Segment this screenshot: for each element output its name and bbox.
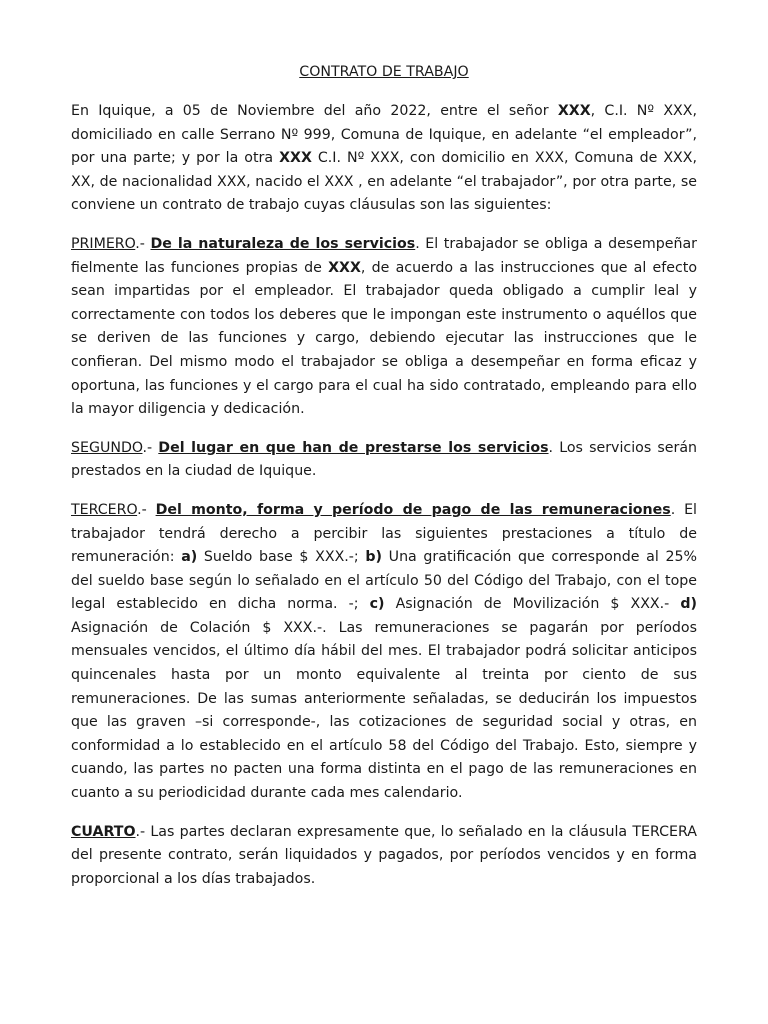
clause-label: TERCERO — [71, 501, 138, 518]
clause-label: PRIMERO — [71, 235, 136, 252]
intro-paragraph: En Iquique, a 05 de Noviembre del año 2022, entre el señor XXX, C.I. Nº XXX, domiciliado en calle Serrano Nº 999, Comuna de Iquique, en adelante “el empleador”, por una parte; y por la otra XXX C.I. Nº XXX, con domicilio en XXX, Comuna de XXX, XX, de nacionalidad XXX, nacido el XXX , en adelante “el trabajador”, por otra parte, se conviene un contrato de trabajo cuyas cláusulas son las siguientes: — [71, 103, 697, 214]
document-title: CONTRATO DE TRABAJO — [299, 64, 469, 80]
clause-primero: PRIMERO.- De la naturaleza de los servicios. El trabajador se obliga a desempeñar fielmente las funciones propias de XXX, de acuerdo a las instrucciones que al efecto sean impartidas por el empleador. El trabajador queda obligado a cumplir leal y correctamente con todos los deberes que le impongan este instrumento o aquéllos que se deriven de las funciones y cargo, debiendo ejecutar las instrucciones que le confieran. Del mismo modo el trabajador se obliga a desempeñar en forma eficaz y oportuna, las funciones y el cargo para el cual ha sido contratado, empleando para ello la mayor diligencia y dedicación. — [71, 235, 698, 418]
clause-cuarto: CUARTO.- Las partes declaran expresamente que, lo señalado en la cláusula TERCERA del presente contrato, serán liquidados y pagados, por períodos vencidos y en forma proporcional a los días trabajados. — [71, 823, 697, 887]
worker-name: XXX — [279, 150, 312, 167]
clause-heading: De la naturaleza de los servicios — [150, 235, 416, 252]
item-marker: d) — [680, 596, 697, 613]
position-name: XXX — [328, 259, 361, 276]
clause-heading: Del monto, forma y período de pago de las remuneraciones — [155, 501, 671, 518]
item-marker: c) — [369, 596, 385, 613]
employer-name: XXX — [557, 103, 591, 119]
clause-label: CUARTO — [71, 823, 136, 840]
clause-label: SEGUNDO — [71, 439, 143, 456]
item-marker: a) — [181, 549, 198, 566]
clause-tercero: TERCERO.- Del monto, forma y período de pago de las remuneraciones. El trabajador tendrá derecho a percibir las siguientes prestaciones a título de remuneración: a) Sueldo base $ XXX.-; b) Una gratificación que corresponde al 25% del sueldo base según lo señalado en el artículo 50 del Código del Trabajo, con el tope legal establecido en dicha norma. -; c) Asignación de Movilización $ XXX.- d) Asignación de Colación $ XXX.-. Las remuneraciones se pagarán por períodos mensuales vencidos, el último día hábil del mes. El trabajador podrá solicitar anticipos quincenales hasta por un monto equivalente al treinta por ciento de sus remuneraciones. De las sumas anteriormente señaladas, se deducirán los impuestos que las graven –si corresponde-, las cotizaciones de seguridad social y otras, en conformidad a lo establecido en el artículo 58 del Código del Trabajo. Esto, siempre y cuando, las partes no pacten una forma distinta en el pago de las remuneraciones en cuanto a su periodicidad durante cada mes calendario. — [71, 501, 698, 802]
clause-segundo: SEGUNDO.- Del lugar en que han de prestarse los servicios. Los servicios serán prestados en la ciudad de Iquique. — [71, 439, 698, 480]
clause-heading: Del lugar en que han de prestarse los servicios — [158, 439, 549, 456]
item-marker: b) — [365, 549, 383, 566]
